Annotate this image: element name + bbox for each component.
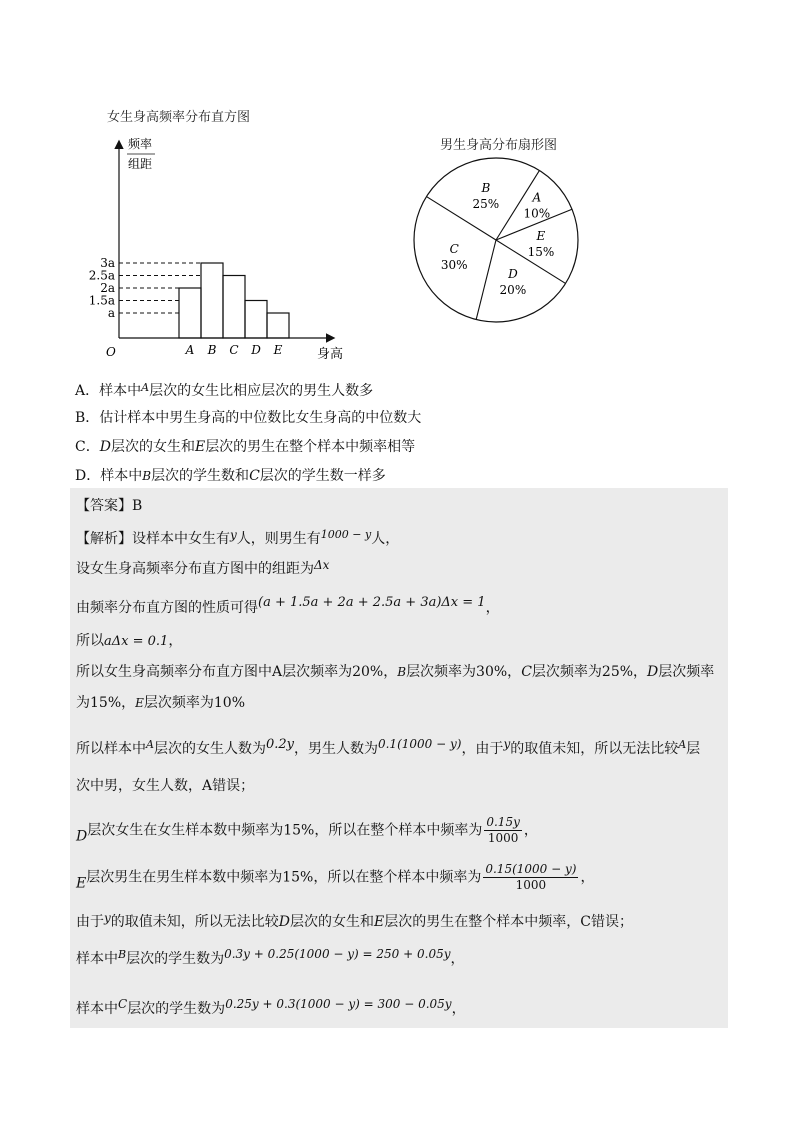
y-tick-label: a: [107, 306, 115, 320]
y-label-top: 频率: [128, 137, 153, 151]
pie-slice-boundary: [496, 170, 542, 240]
pie-label-B: B: [481, 181, 491, 196]
analysis-line-8: 次中男，女生人数，A错误；: [76, 778, 255, 794]
origin-label: O: [106, 345, 116, 359]
bar-D: [245, 301, 267, 339]
pie-label-A: A: [532, 190, 542, 205]
x-tick-B: B: [207, 343, 217, 357]
option-a: A．样本中$^A$层次的女生比相应层次的男生人数多: [75, 381, 374, 399]
option-d: D．样本中B层次的学生数和C层次的学生数一样多: [75, 468, 386, 484]
pie-pct-C: 30%: [440, 257, 468, 272]
bar-C: [223, 276, 245, 339]
analysis-line-12: 样本中$^B$层次的学生数为0.3y + 0.25(1000 − y) = 250 + 0.05y，: [76, 947, 465, 967]
analysis-line-9: D层次女生在女生样本数中频率为15%，所以在整个样本中频率为 $\frac{0.15y}{1000}$ ，: [76, 815, 538, 845]
pie-label-E: E: [536, 228, 546, 243]
pie-title: 男生身高分布扇形图: [440, 138, 558, 153]
pie-slice-boundary: [476, 240, 496, 320]
pie-chart: [406, 152, 586, 332]
y-tick-label: 1.5a: [88, 293, 115, 308]
analysis-line-13: 样本中C层次的学生数为0.25y + 0.3(1000 − y) = 300 − 0.05y，: [76, 997, 466, 1017]
analysis-line-5: 所以女生身高频率分布直方图中A层次频率为20%，B层次频率为30%，C层次频率为25%，D层次频率: [76, 664, 715, 680]
option-b: B．估计样本中男生身高的中位数比女生身高的中位数大: [75, 410, 422, 426]
answer-line: 【答案】B: [76, 498, 143, 514]
y-label-bottom: 组距: [128, 157, 153, 171]
y-tick-label: 3a: [100, 256, 115, 270]
analysis-line-1: 【解析】设样本中女生有y人，则男生有$^{1000 - y}$人，: [76, 528, 400, 547]
analysis-line-7: 所以样本中$^A$层次的女生人数为0.2y，男生人数为0.1(1000 − y)，由于y的取值未知，所以无法比较$^A$层: [76, 737, 701, 757]
analysis-line-3: 由频率分布直方图的性质可得(a + 1.5a + 2a + 2.5a + 3a)Δx = 1，: [76, 595, 500, 616]
analysis-line-6: 为15%，E层次频率为10%: [76, 695, 246, 711]
bar-A: [179, 288, 201, 338]
analysis-line-4: 所以aΔx = 0.1，: [76, 633, 183, 649]
x-tick-D: D: [251, 343, 261, 357]
histogram-title: 女生身高频率分布直方图: [107, 110, 251, 125]
pie-label-C: C: [449, 241, 459, 256]
analysis-line-10: E层次男生在男生样本数中频率为15%，所以在整个样本中频率为 $\frac{0.15(1000 - y)}{1000}$ ，: [76, 862, 595, 892]
analysis-line-11: 由于y的取值未知，所以无法比较D层次的女生和E层次的男生在整个样本中频率，C错误；: [76, 911, 633, 930]
y-tick-label: 2.5a: [88, 268, 115, 283]
histogram-chart: [88, 130, 355, 390]
pie-pct-E: 15%: [527, 244, 555, 259]
x-tick-E: E: [273, 343, 283, 357]
x-tick-C: C: [229, 343, 239, 357]
bar-B: [201, 263, 223, 338]
y-tick-label: 2a: [100, 281, 115, 295]
pie-label-D: D: [508, 266, 518, 281]
x-axis-label: 身高: [317, 347, 344, 362]
pie-pct-A: 10%: [523, 206, 551, 221]
pie-pct-D: 20%: [499, 282, 527, 297]
x-tick-A: A: [185, 343, 195, 357]
bar-E: [267, 313, 289, 338]
analysis-line-2: 设女生身高频率分布直方图中的组距为Δx: [76, 558, 330, 577]
option-c: C．D层次的女生和E层次的男生在整个样本中频率相等: [75, 439, 416, 455]
pie-pct-B: 25%: [472, 197, 500, 212]
